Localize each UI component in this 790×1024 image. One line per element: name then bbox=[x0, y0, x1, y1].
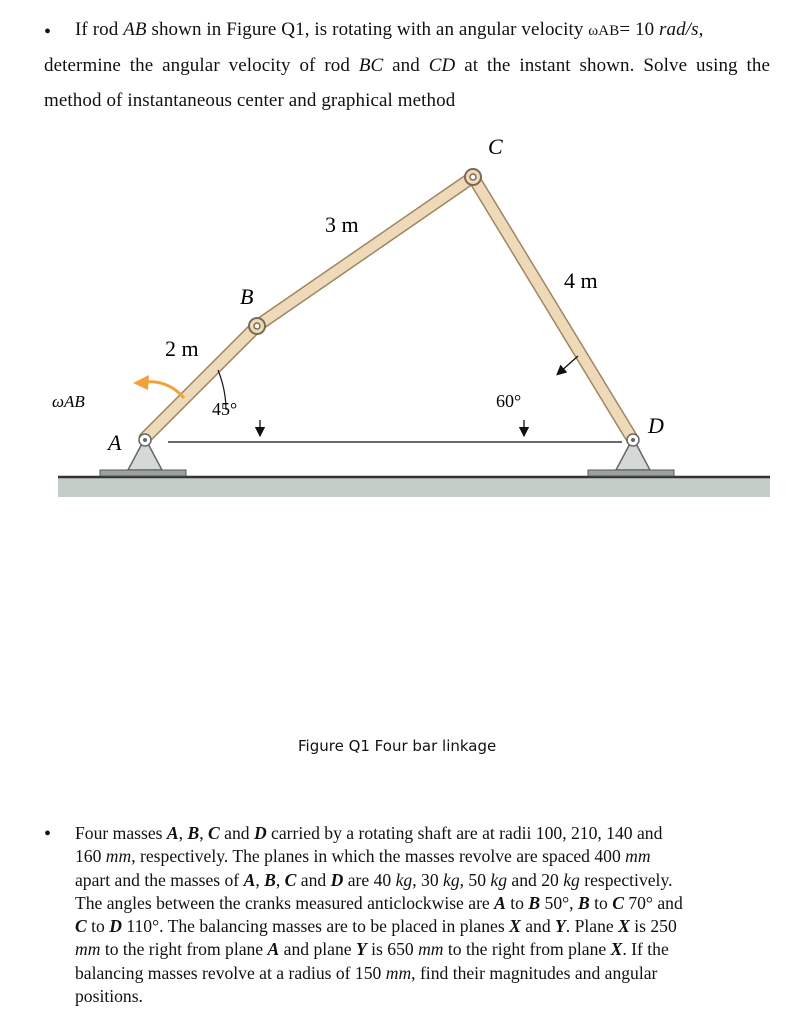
length-pointer-cd bbox=[560, 356, 578, 372]
q1-rod-cd: CD bbox=[428, 55, 456, 76]
q2-line: mm to the right from plane A and plane Y is 650 mm to the right from plane X. If the bbox=[75, 939, 669, 960]
q2-line: balancing masses revolve at a radius of 150 mm, find their magnitudes and angular bbox=[75, 962, 658, 983]
label-d: D bbox=[648, 413, 664, 438]
q2-line: C to D 110°. The balancing masses are to be placed in planes X and Y. Plane X is 250 bbox=[75, 916, 677, 937]
joint-b bbox=[249, 318, 265, 334]
q1-text: determine the angular velocity of rod bbox=[44, 55, 359, 76]
label-a: A bbox=[108, 430, 122, 455]
q2-paragraph bbox=[75, 822, 769, 1008]
q1-rod-ab: AB bbox=[123, 19, 147, 40]
q1-text: If rod bbox=[75, 19, 124, 40]
q1-rod-bc: BC bbox=[358, 55, 384, 76]
length-cd: 4 m bbox=[564, 268, 598, 293]
angle-d: 60° bbox=[496, 391, 522, 411]
q1-bullet: • bbox=[44, 21, 52, 43]
joint-c bbox=[465, 169, 481, 185]
pin-support-d bbox=[588, 434, 674, 476]
q1-line-2 bbox=[44, 55, 770, 77]
q2-line: 160 mm, respectively. The planes in which the masses revolve are spaced 400 mm bbox=[75, 846, 651, 867]
q1-line-3: method of instantaneous center and graphical method bbox=[44, 90, 456, 111]
q2-line: apart and the masses of A, B, C and D are 40 kg, 30 kg, 50 kg and 20 kg respectively. bbox=[75, 869, 673, 890]
rod-bc bbox=[257, 177, 473, 326]
angular-velocity-arrowhead bbox=[133, 375, 149, 390]
angle-a: 45° bbox=[212, 399, 238, 419]
length-ab: 2 m bbox=[165, 336, 199, 361]
label-c: C bbox=[488, 134, 503, 159]
q2-line: positions. bbox=[75, 986, 143, 1007]
q2-line: Four masses A, B, C and D carried by a rotating shaft are at radii 100, 210, 140 and bbox=[75, 823, 663, 843]
q1-line-1 bbox=[75, 19, 703, 41]
q2-line: The angles between the cranks measured anticlockwise are A to B 50°, B to C 70° and bbox=[75, 892, 683, 913]
label-b: B bbox=[240, 284, 254, 309]
q1-text: shown in Figure Q1, is rotating with an angular velocity bbox=[146, 19, 589, 40]
label-omega-ab: ωAB bbox=[52, 392, 85, 411]
q1-unit: rad/s bbox=[659, 19, 699, 40]
figure-caption: Figure Q1 Four bar linkage bbox=[298, 737, 497, 755]
q1-text: = 10 bbox=[619, 19, 660, 40]
q1-text: , bbox=[698, 19, 704, 40]
q2-bullet: • bbox=[44, 823, 52, 845]
q1-omega: ωAB bbox=[588, 23, 620, 39]
q1-text: at the instant shown. Solve using the bbox=[455, 55, 771, 76]
q1-text: and bbox=[383, 55, 429, 76]
ground-surface bbox=[58, 477, 770, 497]
four-bar-linkage-figure bbox=[0, 120, 790, 640]
length-bc: 3 m bbox=[325, 212, 359, 237]
